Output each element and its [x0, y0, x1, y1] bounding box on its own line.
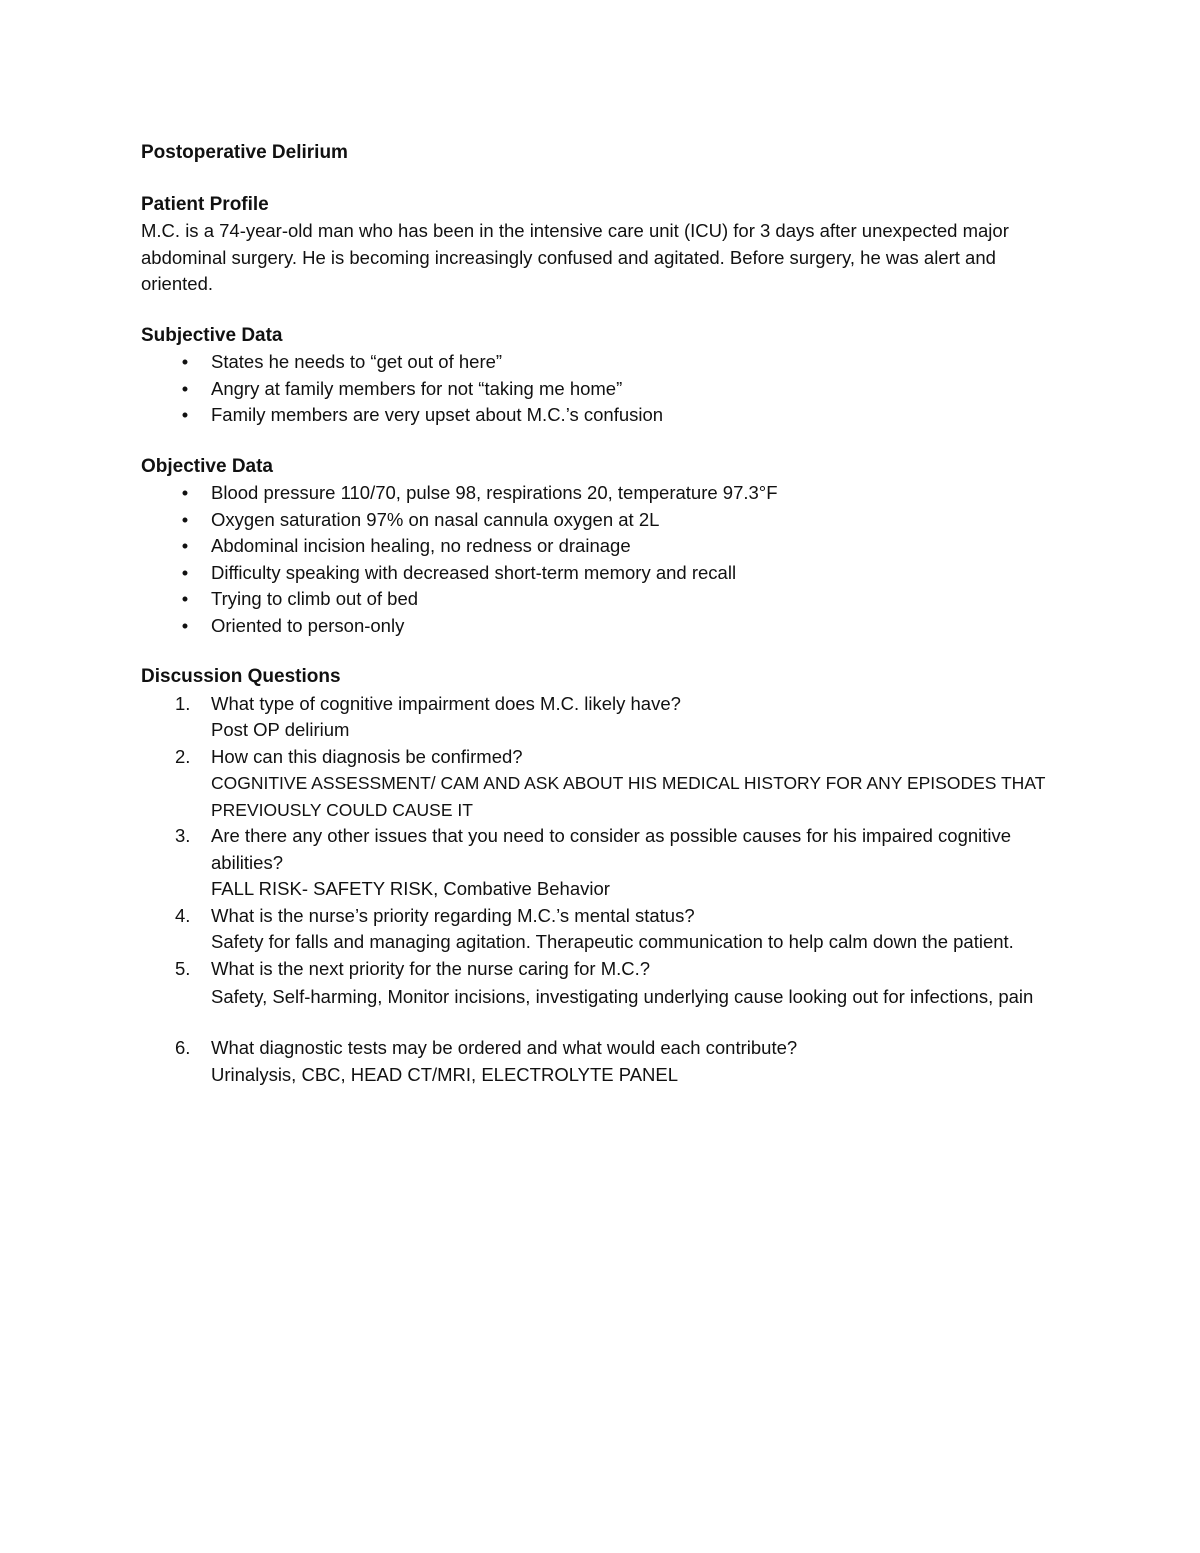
- question-item: [141, 823, 1071, 903]
- list-item: [141, 613, 1071, 640]
- answer-text: Urinalysis, CBC, HEAD CT/MRI, ELECTROLYTE PANEL: [211, 1063, 679, 1085]
- question-number: 4.: [175, 904, 191, 926]
- bullet-icon: •: [181, 535, 189, 556]
- list-item-text: Abdominal incision healing, no redness or drainage: [211, 535, 631, 556]
- answer-text: COGNITIVE ASSESSMENT/ CAM AND ASK ABOUT HIS MEDICAL HISTORY FOR ANY EPISODES THAT PREVIOUSLY COULD CAUSE IT: [211, 773, 1046, 820]
- question-item: [141, 691, 1071, 744]
- question-text: What type of cognitive impairment does M.C. likely have?: [211, 692, 681, 714]
- list-item: [141, 560, 1071, 587]
- list-item-text: Oxygen saturation 97% on nasal cannula oxygen at 2L: [211, 508, 660, 530]
- list-item-text: Difficulty speaking with decreased short-term memory and recall: [211, 561, 737, 583]
- question-text: Are there any other issues that you need to consider as possible causes for his impaired cognitive abilities?: [211, 825, 1012, 873]
- list-item: [141, 349, 1071, 376]
- bullet-icon: •: [181, 614, 189, 636]
- answer-text: Safety, Self-harming, Monitor incisions, investigating underlying cause looking out for infections, pain: [211, 986, 1034, 1007]
- subjective-data-list: [141, 349, 1071, 429]
- list-item-text: Blood pressure 110/70, pulse 98, respirations 20, temperature 97.3°F: [211, 482, 778, 503]
- list-item: [141, 376, 1071, 403]
- bullet-icon: •: [181, 377, 189, 399]
- question-number: 5.: [175, 957, 191, 979]
- question-number: 2.: [175, 745, 191, 767]
- list-item: [141, 402, 1071, 429]
- bullet-icon: •: [181, 482, 189, 503]
- document-page: [141, 140, 1071, 1088]
- list-item-text: Oriented to person-only: [211, 614, 405, 636]
- patient-profile-text: M.C. is a 74-year-old man who has been in the intensive care unit (ICU) for 3 days after unexpected major abdominal surgery. He is becoming increasingly confused and agitated. Before surgery, he was alert and oriented.: [141, 220, 1009, 294]
- list-item-text: Angry at family members for not “taking me home”: [211, 377, 623, 399]
- list-item: [141, 586, 1071, 613]
- answer-text: FALL RISK- SAFETY RISK, Combative Behavior: [211, 878, 610, 899]
- list-item: [141, 507, 1071, 534]
- question-item: [141, 956, 1071, 1012]
- discussion-questions-heading: Discussion Questions: [141, 666, 341, 687]
- document-title: Postoperative Delirium: [141, 142, 348, 163]
- list-item-text: Family members are very upset about M.C.’s confusion: [211, 404, 664, 425]
- answer-text: Safety for falls and managing agitation. Therapeutic communication to help calm down the patient.: [211, 931, 1014, 952]
- question-text: What is the nurse’s priority regarding M.C.’s mental status?: [211, 904, 695, 926]
- bullet-icon: •: [181, 588, 189, 609]
- list-item-text: States he needs to “get out of here”: [211, 351, 503, 372]
- list-item: [141, 533, 1071, 560]
- question-item: [141, 744, 1071, 824]
- patient-profile-heading: Patient Profile: [141, 193, 269, 215]
- bullet-icon: •: [181, 561, 189, 583]
- question-text: What diagnostic tests may be ordered and what would each contribute?: [211, 1037, 798, 1058]
- answer-text: Post OP delirium: [211, 719, 350, 740]
- question-item: [141, 1035, 1071, 1088]
- objective-data-list: [141, 480, 1071, 639]
- question-number: 6.: [175, 1037, 191, 1058]
- discussion-questions-list: [141, 691, 1071, 1089]
- objective-data-heading: Objective Data: [141, 455, 273, 477]
- question-item: [141, 903, 1071, 956]
- question-text: How can this diagnosis be confirmed?: [211, 745, 523, 767]
- bullet-icon: •: [181, 404, 189, 425]
- bullet-icon: •: [181, 351, 189, 372]
- question-number: 3.: [175, 825, 191, 846]
- question-text: What is the next priority for the nurse caring for M.C.?: [211, 957, 651, 979]
- subjective-data-heading: Subjective Data: [141, 324, 283, 346]
- question-number: 1.: [175, 692, 191, 714]
- list-item-text: Trying to climb out of bed: [211, 588, 419, 609]
- list-item: [141, 480, 1071, 507]
- bullet-icon: •: [181, 508, 189, 530]
